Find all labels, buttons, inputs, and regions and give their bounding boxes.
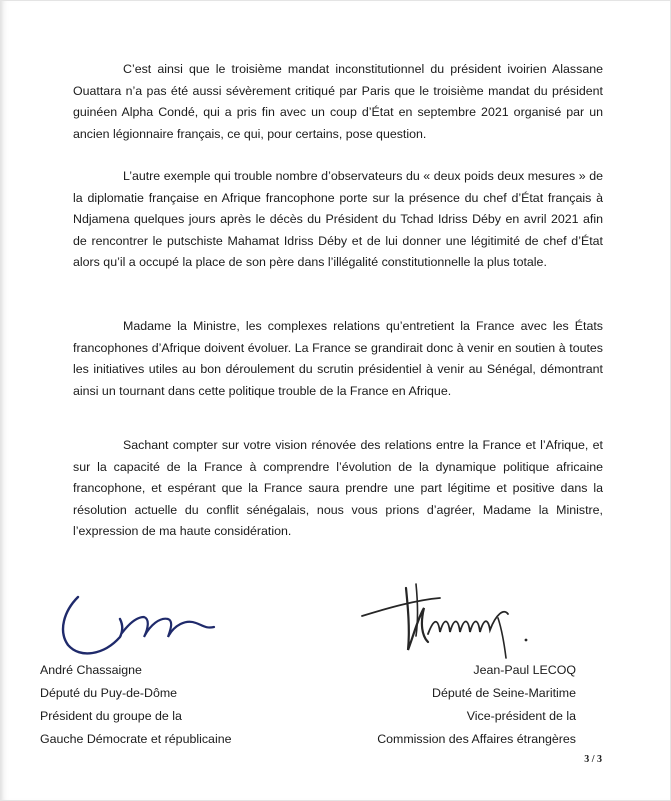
signatory-name: André Chassaigne — [40, 663, 142, 677]
signatory-role: Député du Puy-de-Dôme — [40, 686, 178, 700]
page-number: 3 / 3 — [584, 754, 602, 765]
signatory-name: Jean-Paul LECOQ — [473, 663, 576, 677]
signature-jean-paul-lecoq — [358, 578, 553, 663]
paragraph-tchad: L’autre exemple qui trouble nombre d’observateurs du « deux poids deux mesures » de la diplomatie française en Afrique francophone porte sur la présence du chef d’État français à Ndjamena quelques jours après le décès du Président du Tchad Idriss Déby en avril 2021 afin de rencontrer le putschiste Mahamat Idriss Déby et de lui donner une légitimité de chef d’État alors qu’il a occupé la place de son père dans l’illégalité constitutionnelle la plus totale. — [73, 169, 603, 270]
signatory-role: Gauche Démocrate et républicaine — [40, 732, 232, 746]
signature-andre-chassaigne — [58, 585, 228, 665]
signatory-role: Député de Seine-Maritime — [432, 686, 576, 700]
paragraph-closing: Sachant compter sur votre vision rénovée des relations entre la France et l’Afrique, et sur la capacité de la France à comprendre l’évolution de la dynamique politique africaine francophone, et espérant que la France saura prendre une part légitime et positive dans la résolution actuelle du conflit sénégalais, nous vous prions d’agréer, Madame la Ministre, l’expression de ma haute considération. — [73, 438, 603, 539]
signatory-role: Commission des Affaires étrangères — [377, 732, 576, 746]
signatory-role: Vice-président de la — [466, 709, 576, 723]
paragraph-madame-la-ministre: Madame la Ministre, les complexes relations qu’entretient la France avec les États francophones d’Afrique doivent évoluer. La France se grandirait donc à venir en soutien à toutes les initiatives utiles au bon déroulement du scrutin présidentiel à venir au Sénégal, démontrant ainsi un tournant dans cette politique trouble de la France en Afrique. — [73, 319, 603, 398]
signatory-role: Président du groupe de la — [40, 709, 182, 723]
paragraph-ouattara: C’est ainsi que le troisième mandat inconstitutionnel du président ivoirien Alassane Ouattara n’a pas été aussi sévèrement critiqué par Paris que le troisième mandat du président guinéen Alpha Condé, qui a pris fin avec un coup d’État en septembre 2021 organisé par un ancien légionnaire français, ce qui, pour certains, pose question. — [73, 62, 603, 141]
